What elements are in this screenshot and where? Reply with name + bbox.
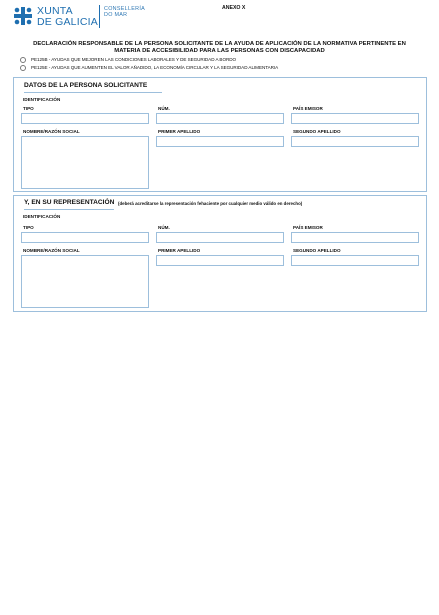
applicant-segundo-label: SEGUNDO APELLIDO <box>293 129 341 134</box>
logo-line-2: DE GALICIA <box>37 16 98 28</box>
applicant-num-field[interactable] <box>156 113 284 124</box>
option-pe125e-radio[interactable] <box>20 65 26 71</box>
department-line-1: CONSELLERÍA <box>104 6 146 12</box>
representative-num-label: NÚM. <box>158 225 170 230</box>
logo-line-1: XUNTA <box>37 5 73 17</box>
representative-primer-label: PRIMER APELLIDO <box>158 248 201 253</box>
applicant-nombre-field[interactable] <box>21 136 149 189</box>
applicant-section-title: DATOS DE LA PERSONA SOLICITANTE <box>24 82 148 89</box>
applicant-title-underline <box>24 92 162 93</box>
applicant-pais-field[interactable] <box>291 113 419 124</box>
logo-divider <box>99 5 100 28</box>
representative-primer-field[interactable] <box>156 255 284 266</box>
applicant-primer-field[interactable] <box>156 136 284 147</box>
representative-nombre-field[interactable] <box>21 255 149 308</box>
document-title-line-1: DECLARACIÓN RESPONSABLE DE LA PERSONA SOLICITANTE DE LA AYUDA DE APLICACIÓN DE LA NORMATIVA PERTINENTE EN <box>33 41 406 47</box>
representative-tipo-label: TIPO <box>23 225 34 230</box>
applicant-identification-label: IDENTIFICACIÓN <box>23 97 61 102</box>
representative-section-title: Y, EN SU REPRESENTACIÓN <box>24 199 115 206</box>
applicant-tipo-label: TIPO <box>23 106 34 111</box>
applicant-pais-label: PAÍS EMISOR <box>293 106 323 111</box>
representative-pais-label: PAÍS EMISOR <box>293 225 323 230</box>
representative-segundo-label: SEGUNDO APELLIDO <box>293 248 341 253</box>
option-pe125e-label: PE125E - AYUDAS QUE AUMENTEN EL VALOR AÑADIDO, LA ECONOMÍA CIRCULAR Y LA SEGURIDAD ALIMENTARIA <box>31 65 279 70</box>
option-pe125b-radio[interactable] <box>20 57 26 63</box>
representative-nombre-label: NOMBRE/RAZÓN SOCIAL <box>23 248 80 253</box>
department-line-2: DO MAR <box>104 12 128 18</box>
applicant-nombre-label: NOMBRE/RAZÓN SOCIAL <box>23 129 80 134</box>
representative-title-underline <box>24 209 114 210</box>
applicant-num-label: NÚM. <box>158 106 170 111</box>
representative-section <box>13 195 427 312</box>
representative-note: (deberá acreditarse la representación fehaciente por cualquier medio válido en derecho) <box>118 201 303 206</box>
applicant-tipo-field[interactable] <box>21 113 149 124</box>
representative-identification-label: IDENTIFICACIÓN <box>23 214 61 219</box>
representative-tipo-field[interactable] <box>21 232 149 243</box>
xunta-logo <box>13 6 103 28</box>
document-title-line-2: MATERIA DE ACCESIBILIDAD PARA LAS PERSONAS CON DISCAPACIDAD <box>114 48 325 54</box>
galicia-emblem-icon <box>13 6 33 26</box>
applicant-section <box>13 77 427 192</box>
applicant-segundo-field[interactable] <box>291 136 419 147</box>
applicant-primer-label: PRIMER APELLIDO <box>158 129 201 134</box>
annex-label: ANEXO X <box>222 5 246 11</box>
option-pe125b-label: PE125B - AYUDAS QUE MEJOREN LAS CONDICIONES LABORALES Y DE SEGURIDAD A BORDO <box>31 57 237 62</box>
representative-segundo-field[interactable] <box>291 255 419 266</box>
representative-pais-field[interactable] <box>291 232 419 243</box>
representative-num-field[interactable] <box>156 232 284 243</box>
